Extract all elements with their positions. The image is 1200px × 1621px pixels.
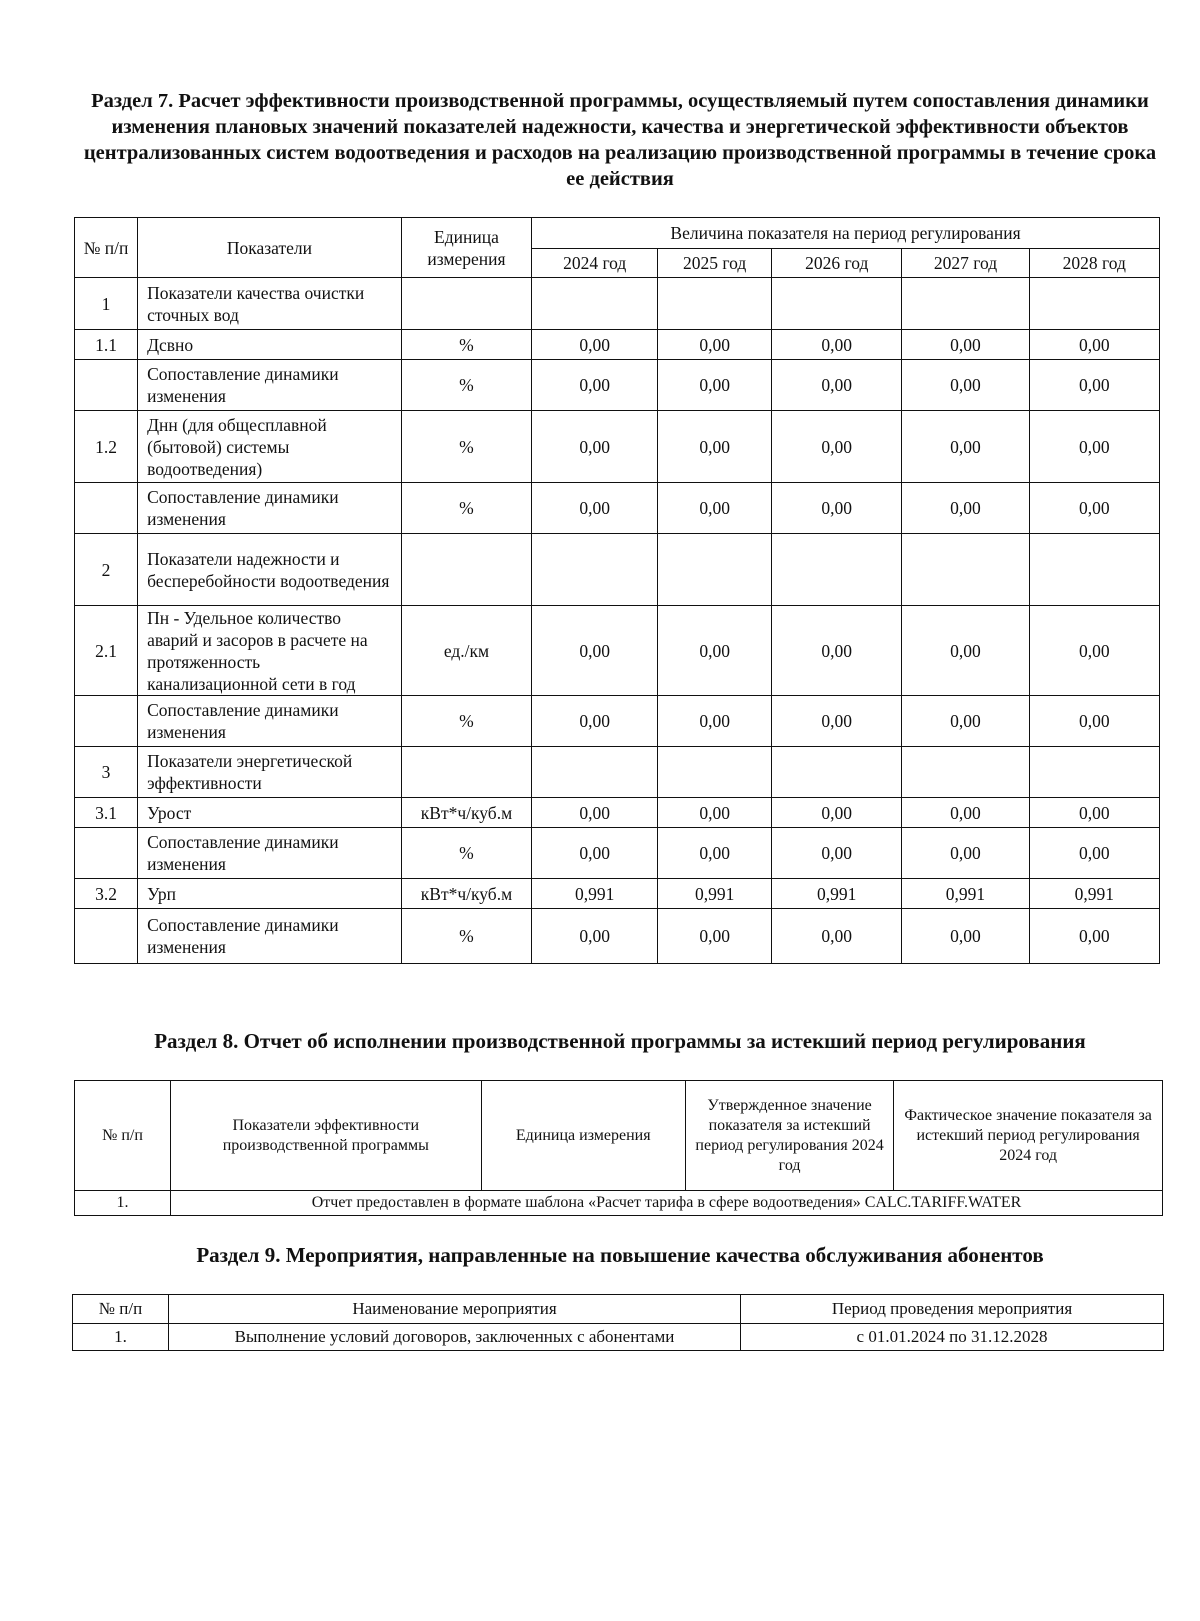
s8-row-text: Отчет предоставлен в формате шаблона «Расчет тарифа в сфере водоотведения» CALC.TARIFF.WATER: [171, 1191, 1163, 1216]
row-num: 1.1: [75, 330, 138, 360]
row-value: [1029, 278, 1159, 330]
table-row: [75, 879, 1160, 909]
section-8-title: Раздел 8. Отчет об исполнении производственной программы за истекший период регулирования: [154, 1029, 1086, 1053]
row-unit: кВт*ч/куб.м: [401, 798, 531, 828]
row-indicator: Сопоставление динамики изменения: [138, 828, 402, 879]
header-period: Величина показателя на период регулирования: [532, 218, 1160, 249]
table-row: [75, 606, 1160, 696]
row-value: 0,00: [1029, 798, 1159, 828]
row-value: 0,00: [658, 909, 772, 964]
row-num: 3.2: [75, 879, 138, 909]
s8-header-indicator: Показатели эффективности производственной программы: [171, 1081, 482, 1191]
row-indicator: Сопоставление динамики изменения: [138, 909, 402, 964]
row-value: [902, 534, 1029, 606]
header-num: № п/п: [75, 218, 138, 278]
row-unit: %: [401, 330, 531, 360]
header-indicator: Показатели: [138, 218, 402, 278]
table-row: [75, 696, 1160, 747]
table-row: [75, 534, 1160, 606]
section-8-table: [74, 1080, 1163, 1216]
header-year: 2027 год: [902, 249, 1029, 278]
row-value: 0,00: [658, 411, 772, 483]
row-value: 0,00: [1029, 483, 1159, 534]
s8-header-unit: Единица измерения: [481, 1081, 685, 1191]
header-year: 2028 год: [1029, 249, 1159, 278]
section-7-table-body: [75, 278, 1160, 964]
section-9-title: Раздел 9. Мероприятия, направленные на повышение качества обслуживания абонентов: [196, 1243, 1044, 1267]
row-num: [75, 696, 138, 747]
row-num: [75, 360, 138, 411]
row-value: 0,00: [772, 606, 902, 696]
row-value: 0,00: [772, 330, 902, 360]
row-unit: %: [401, 696, 531, 747]
row-value: 0,00: [772, 798, 902, 828]
row-value: [772, 278, 902, 330]
row-value: 0,00: [772, 411, 902, 483]
row-value: 0,00: [902, 828, 1029, 879]
row-unit: %: [401, 483, 531, 534]
row-unit: %: [401, 828, 531, 879]
row-value: 0,991: [658, 879, 772, 909]
row-indicator: Сопоставление динамики изменения: [138, 483, 402, 534]
row-value: 0,00: [772, 828, 902, 879]
row-value: 0,00: [532, 606, 658, 696]
row-unit: [401, 534, 531, 606]
row-indicator: Показатели надежности и бесперебойности водоотведения: [138, 534, 402, 606]
row-indicator: Сопоставление динамики изменения: [138, 696, 402, 747]
table-row: [75, 411, 1160, 483]
row-indicator: Урост: [138, 798, 402, 828]
row-indicator: Урп: [138, 879, 402, 909]
row-value: 0,00: [902, 798, 1029, 828]
row-value: [532, 534, 658, 606]
row-value: 0,00: [902, 909, 1029, 964]
s9-row-period: с 01.01.2024 по 31.12.2028: [741, 1324, 1164, 1351]
row-value: 0,00: [532, 330, 658, 360]
row-num: 3: [75, 747, 138, 798]
row-value: 0,00: [532, 360, 658, 411]
row-value: 0,991: [532, 879, 658, 909]
s9-header-num: № п/п: [73, 1295, 169, 1324]
row-value: 0,00: [658, 828, 772, 879]
row-unit: [401, 278, 531, 330]
row-value: 0,00: [658, 360, 772, 411]
row-indicator: Показатели качества очистки сточных вод: [138, 278, 402, 330]
row-value: 0,00: [1029, 411, 1159, 483]
header-year: 2026 год: [772, 249, 902, 278]
row-num: [75, 909, 138, 964]
row-indicator: Днн (для общесплавной (бытовой) системы водоотведения): [138, 411, 402, 483]
row-value: [532, 747, 658, 798]
section-7-title: Раздел 7. Расчет эффективности производственной программы, осуществляемый путем сопоставления динамики изменения плановых значений показателей надежности, качества и энергетической эффективности объектов централизованных систем водоотведения и расходов на реализацию производственной программы в течение срока ее действия: [83, 90, 1157, 190]
row-value: [902, 278, 1029, 330]
row-indicator: Сопоставление динамики изменения: [138, 360, 402, 411]
row-value: 0,991: [902, 879, 1029, 909]
section-7-table: [74, 217, 1160, 964]
row-value: [772, 534, 902, 606]
row-value: [902, 747, 1029, 798]
row-value: [532, 278, 658, 330]
row-value: 0,00: [658, 798, 772, 828]
s9-header-name: Наименование мероприятия: [169, 1295, 741, 1324]
row-value: 0,991: [772, 879, 902, 909]
row-value: 0,00: [1029, 828, 1159, 879]
row-value: 0,00: [658, 606, 772, 696]
row-value: 0,00: [1029, 909, 1159, 964]
row-indicator: Показатели энергетической эффективности: [138, 747, 402, 798]
row-value: 0,991: [1029, 879, 1159, 909]
row-value: 0,00: [902, 330, 1029, 360]
row-value: 0,00: [532, 411, 658, 483]
table-row: [75, 747, 1160, 798]
row-value: [772, 747, 902, 798]
row-num: [75, 483, 138, 534]
row-value: [1029, 747, 1159, 798]
row-value: 0,00: [902, 360, 1029, 411]
table-row: [75, 330, 1160, 360]
row-unit: кВт*ч/куб.м: [401, 879, 531, 909]
row-value: 0,00: [772, 909, 902, 964]
row-value: 0,00: [902, 411, 1029, 483]
table-row: [75, 828, 1160, 879]
section-9-table: [72, 1294, 1164, 1351]
row-value: 0,00: [1029, 606, 1159, 696]
s8-row-num: 1.: [75, 1191, 171, 1216]
row-value: 0,00: [658, 483, 772, 534]
s8-header-approved: Утвержденное значение показателя за истекший период регулирования 2024 год: [685, 1081, 893, 1191]
row-value: 0,00: [532, 828, 658, 879]
s9-header-period: Период проведения мероприятия: [741, 1295, 1164, 1324]
row-value: 0,00: [772, 360, 902, 411]
row-value: 0,00: [772, 696, 902, 747]
s9-row-num: 1.: [73, 1324, 169, 1351]
table-row: [75, 798, 1160, 828]
row-unit: %: [401, 360, 531, 411]
row-value: 0,00: [1029, 360, 1159, 411]
header-year: 2024 год: [532, 249, 658, 278]
row-value: 0,00: [532, 798, 658, 828]
row-indicator: Дсвно: [138, 330, 402, 360]
row-value: 0,00: [658, 330, 772, 360]
s8-header-num: № п/п: [75, 1081, 171, 1191]
table-row: [75, 360, 1160, 411]
row-num: 3.1: [75, 798, 138, 828]
row-unit: %: [401, 909, 531, 964]
row-value: 0,00: [532, 696, 658, 747]
row-value: [658, 747, 772, 798]
row-value: [1029, 534, 1159, 606]
row-value: 0,00: [532, 483, 658, 534]
row-value: 0,00: [772, 483, 902, 534]
row-unit: ед./км: [401, 606, 531, 696]
row-indicator: Пн - Удельное количество аварий и засоров в расчете на протяженность канализационной сети в год: [138, 606, 402, 696]
header-unit: Единица измерения: [401, 218, 531, 278]
row-num: 1: [75, 278, 138, 330]
row-value: 0,00: [1029, 696, 1159, 747]
row-value: 0,00: [902, 606, 1029, 696]
table-row: [75, 909, 1160, 964]
s8-header-actual: Фактическое значение показателя за истекший период регулирования 2024 год: [894, 1081, 1163, 1191]
row-value: 0,00: [902, 696, 1029, 747]
s9-row-name: Выполнение условий договоров, заключенных с абонентами: [169, 1324, 741, 1351]
row-unit: [401, 747, 531, 798]
row-num: [75, 828, 138, 879]
row-num: 1.2: [75, 411, 138, 483]
row-value: 0,00: [532, 909, 658, 964]
header-year: 2025 год: [658, 249, 772, 278]
row-value: 0,00: [658, 696, 772, 747]
table-row: [75, 278, 1160, 330]
row-unit: %: [401, 411, 531, 483]
table-row: [75, 483, 1160, 534]
row-num: 2: [75, 534, 138, 606]
row-num: 2.1: [75, 606, 138, 696]
row-value: [658, 278, 772, 330]
row-value: [658, 534, 772, 606]
row-value: 0,00: [1029, 330, 1159, 360]
row-value: 0,00: [902, 483, 1029, 534]
